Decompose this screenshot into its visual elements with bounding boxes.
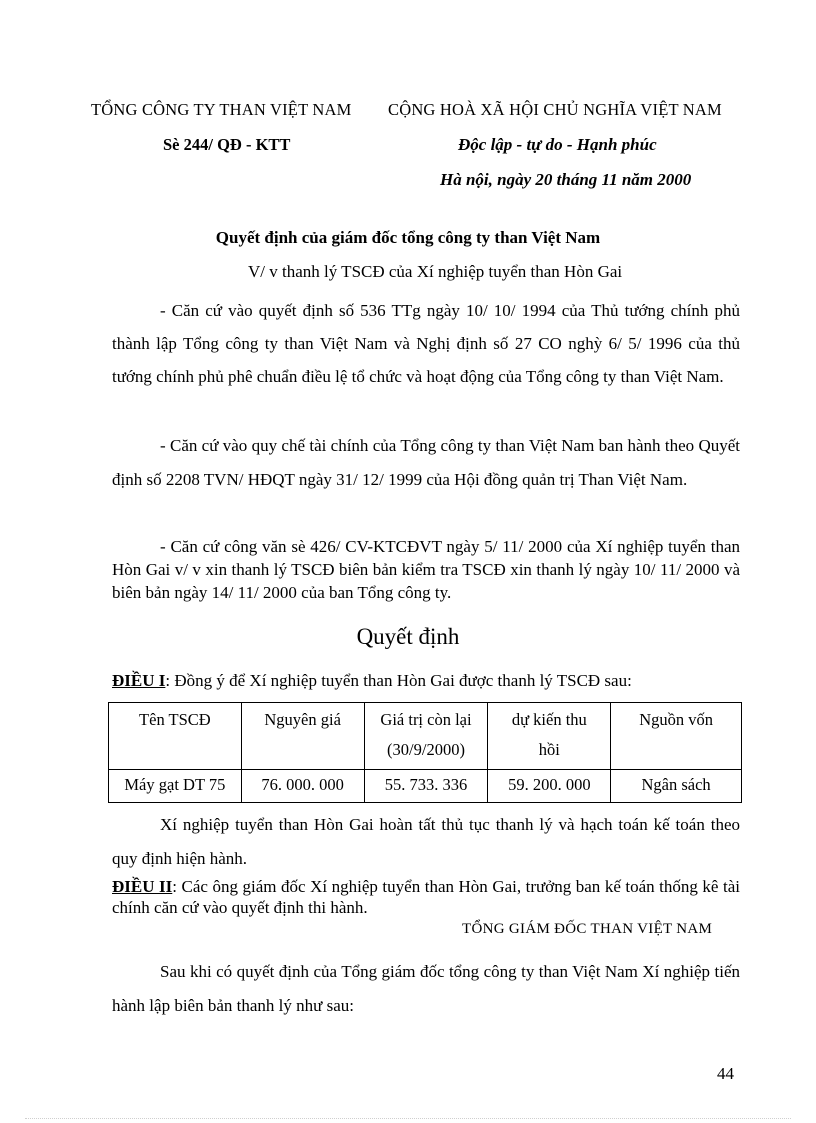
article-2-text: : Các ông giám đốc Xí nghiệp tuyển than Hòn Gai, trưởng ban kế toán thống kê tài chính căn cứ vào quyết định thi hành. (112, 877, 740, 917)
table-cell: 76. 000. 000 (241, 770, 364, 803)
table-row (109, 770, 742, 803)
article-2 (112, 876, 740, 918)
decision-heading: Quyết định (356, 624, 460, 649)
doc-number: Sè 244/ QĐ - KTT (163, 135, 291, 154)
preamble-paragraph-1: - Căn cứ vào quyết định số 536 TTg ngày 10/ 10/ 1994 của Thủ tướng chính phủ thành lập Tổng công ty than Việt Nam và Nghị định số 27 CO nghỳ 6/ 5/ 1996 của thủ tướng chính phủ phê chuẩn điều lệ tổ chức và hoạt động của Tổng công ty than Việt Nam. (112, 301, 740, 386)
table-header-cell: Tên TSCĐ (109, 703, 242, 770)
after-table-paragraph: Xí nghiệp tuyển than Hòn Gai hoàn tất thủ tục thanh lý và hạch toán kế toán theo quy định hiện hành. (112, 815, 740, 868)
org-name: TỔNG CÔNG TY THAN VIỆT NAM (91, 100, 352, 119)
table-cell: 55. 733. 336 (364, 770, 488, 803)
preamble-paragraph-2: - Căn cứ vào quy chế tài chính của Tổng công ty than Việt Nam ban hành theo Quyết định số 2208 TVN/ HĐQT ngày 31/ 12/ 1999 của Hội đồng quản trị Than Việt Nam. (112, 436, 740, 489)
place-date: Hà nội, ngày 20 tháng 11 năm 2000 (440, 170, 692, 189)
asset-table (108, 702, 742, 803)
table-header-row (109, 703, 742, 770)
page-number: 44 (717, 1064, 734, 1083)
article-1 (112, 671, 632, 691)
decision-subtitle: V/ v thanh lý TSCĐ của Xí nghiệp tuyển than Hòn Gai (248, 262, 623, 281)
table-cell: 59. 200. 000 (488, 770, 611, 803)
republic-title: CỘNG HOÀ XÃ HỘI CHỦ NGHĨA VIỆT NAM (388, 100, 722, 119)
table-header-cell: Nguyên giá (241, 703, 364, 770)
closing-paragraph: Sau khi có quyết định của Tổng giám đốc tổng công ty than Việt Nam Xí nghiệp tiến hành lập biên bản thanh lý như sau: (112, 962, 740, 1015)
table-header-cell: dự kiến thu hồi (488, 703, 611, 770)
decision-title: Quyết định của giám đốc tổng công ty than Việt Nam (215, 228, 601, 247)
article-2-label: ĐIỀU II (112, 877, 173, 896)
article-1-text: : Đồng ý để Xí nghiệp tuyển than Hòn Gai được thanh lý TSCĐ sau: (165, 671, 632, 690)
signature-title: TỔNG GIÁM ĐỐC THAN VIỆT NAM (462, 921, 713, 937)
page-footer-divider (25, 1118, 791, 1119)
table-cell: Ngân sách (611, 770, 742, 803)
table-header-cell: Nguồn vốn (611, 703, 742, 770)
preamble-paragraph-3: - Căn cứ công văn sè 426/ CV-KTCĐVT ngày 5/ 11/ 2000 của Xí nghiệp tuyển than Hòn Gai v/ v xin thanh lý TSCĐ biên bản kiểm tra TSCĐ xin thanh lý ngày 10/ 11/ 2000 và biên bản ngày 14/ 11/ 2000 của ban Tổng công ty. (112, 537, 740, 602)
table-cell: Máy gạt DT 75 (109, 770, 242, 803)
article-1-label: ĐIỀU I (112, 671, 166, 690)
national-motto: Độc lập - tự do - Hạnh phúc (458, 135, 657, 154)
table-header-cell: Giá trị còn lại (30/9/2000) (364, 703, 488, 770)
